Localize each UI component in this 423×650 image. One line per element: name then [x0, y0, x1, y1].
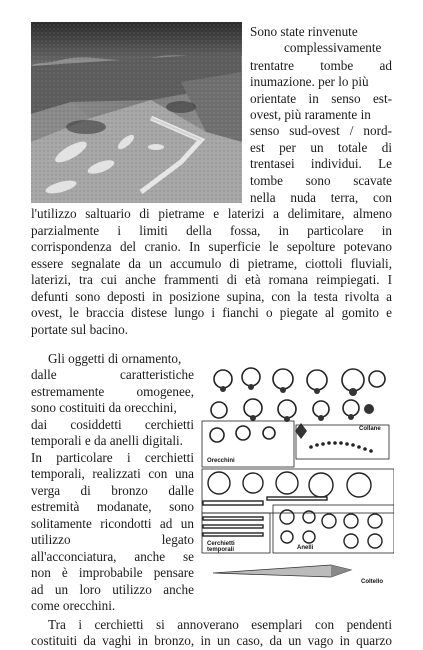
text-line: Sono state rinvenute: [250, 24, 358, 39]
text-line: dalle caratteristiche: [31, 367, 194, 382]
text-line: solitamente ricondotti ad un: [31, 516, 194, 531]
excavation-photo-image: [31, 22, 242, 203]
text-line: utilizzo legato: [31, 532, 194, 547]
text-line: essere segnalate da un accumulo di pietrame, ciottoli fluviali,: [31, 256, 392, 271]
text-line: verga di bronzo dalle: [31, 483, 194, 498]
text-line: Gli oggetti di ornamento,: [48, 351, 182, 366]
text-line: nella nuda terra, con: [250, 190, 392, 205]
text-line: In particolare i cerchietti: [31, 450, 194, 465]
text-line: costituiti da vaghi in bronzo, in un caso, da un vago in quarzo: [31, 633, 392, 648]
text-line: come orecchini.: [31, 598, 116, 613]
text-line: tombe sono scavate: [250, 173, 392, 188]
text-line: trentatre tombe ad: [250, 58, 392, 73]
text-line: laterizi, tra cui anche frammenti di età romana reimpiegati. I: [31, 272, 392, 287]
text-line: Tra i cerchietti si annoverano esemplari con pendenti: [48, 617, 392, 632]
label-anelli: Anelli: [297, 545, 314, 551]
text-line: orientate in senso est-: [250, 91, 392, 106]
text-line: ovest, le braccia distese lungo i fianchi o piegate al gomito e: [31, 305, 392, 320]
text-line: non è improbabile pensare: [31, 565, 194, 580]
artifacts-plate: [201, 365, 394, 585]
text-line: defunti sono deposti in posizione supina, con la testa rivolta a: [31, 289, 392, 304]
text-line: l'utilizzo saltuario di pietrame e laterizi a delimitare, almeno: [31, 206, 392, 221]
label-coltello: Coltello: [361, 579, 383, 585]
excavation-photo: [31, 22, 242, 203]
text-line: est per un totale di: [250, 140, 392, 155]
text-line: sono costituiti da orecchini,: [31, 400, 177, 415]
text-line: temporali, realizzati con una: [31, 466, 194, 481]
label-collane: Collane: [359, 426, 381, 432]
text-line: senso sud-ovest / nord-: [250, 123, 392, 138]
label-orecchini: Orecchini: [207, 458, 235, 464]
text-line: inumazione. per lo più: [250, 74, 369, 89]
text-line: parzialmente i limiti della fossa, in particolare in: [31, 223, 392, 238]
text-line: corrispondenza del cranio. In superficie le sepolture potevano: [31, 239, 392, 254]
text-line: all'acconciatura, anche se: [31, 549, 194, 564]
text-line: temporali e da anelli digitali.: [31, 433, 183, 448]
text-line: dai cosiddetti cerchietti: [31, 417, 194, 432]
text-line: complessivamente: [284, 40, 382, 55]
text-line: trentasei individui. Le: [250, 156, 392, 171]
label-cerchietti-temporali: Cerchietti temporali: [207, 541, 235, 553]
text-line: estremità modanate, sono: [31, 499, 194, 514]
text-line: estremamente omogenee,: [31, 384, 194, 399]
text-line: ovest, più raramente in: [250, 107, 371, 122]
text-line: ad un loro utilizzo anche: [31, 582, 194, 597]
text-line: portate sul bacino.: [31, 322, 129, 337]
